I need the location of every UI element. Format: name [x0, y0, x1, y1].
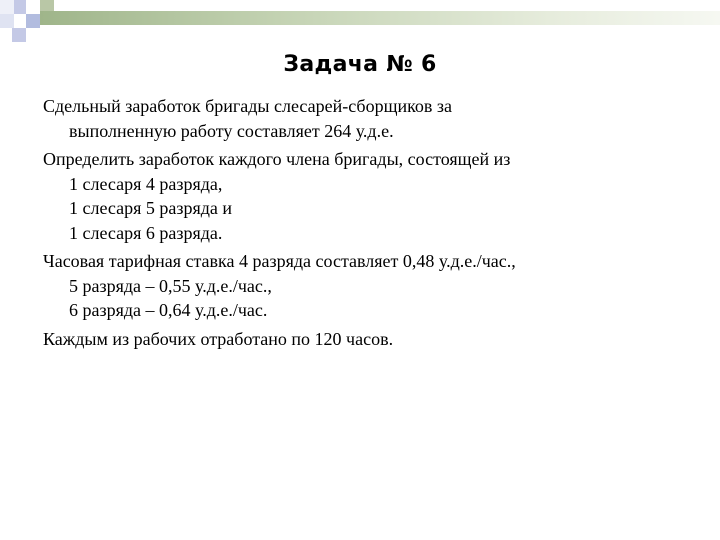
text-line: 1 слесаря 5 разряда и — [69, 198, 233, 218]
text-line: выполненную работу составляет 264 у.д.е. — [69, 120, 394, 141]
slide-title: Задача № 6 — [283, 52, 437, 77]
text-line: Каждым из рабочих отработано по 120 часов. — [43, 328, 394, 349]
slide-body — [43, 94, 703, 355]
deco-square — [12, 28, 26, 42]
paragraph-total-earnings — [43, 94, 703, 143]
deco-square — [26, 0, 40, 14]
text-line: Часовая тарифная ставка 4 разряда составляет 0,48 у.д.е./час., — [43, 251, 516, 271]
text-line: 6 разряда – 0,64 у.д.е./час. — [69, 300, 268, 320]
paragraph-hours — [43, 327, 703, 352]
text-line: 1 слесаря 6 разряда. — [69, 222, 223, 243]
paragraph-task — [43, 147, 703, 245]
deco-gradient-bar — [40, 11, 720, 25]
deco-square — [0, 14, 14, 28]
deco-square — [0, 0, 14, 14]
text-line: Сдельный заработок бригады слесарей-сборщиков за — [43, 96, 453, 116]
paragraph-tariff-rates — [43, 249, 703, 323]
deco-square — [12, 0, 26, 14]
deco-square — [26, 14, 40, 28]
text-line: 5 разряда – 0,55 у.д.е./час., — [69, 275, 272, 296]
header-decoration — [0, 0, 720, 42]
text-line: Определить заработок каждого члена бригады, состоящей из — [43, 149, 511, 169]
text-line: 1 слесаря 4 разряда, — [69, 173, 223, 194]
deco-square — [26, 28, 40, 42]
deco-square — [12, 14, 26, 28]
